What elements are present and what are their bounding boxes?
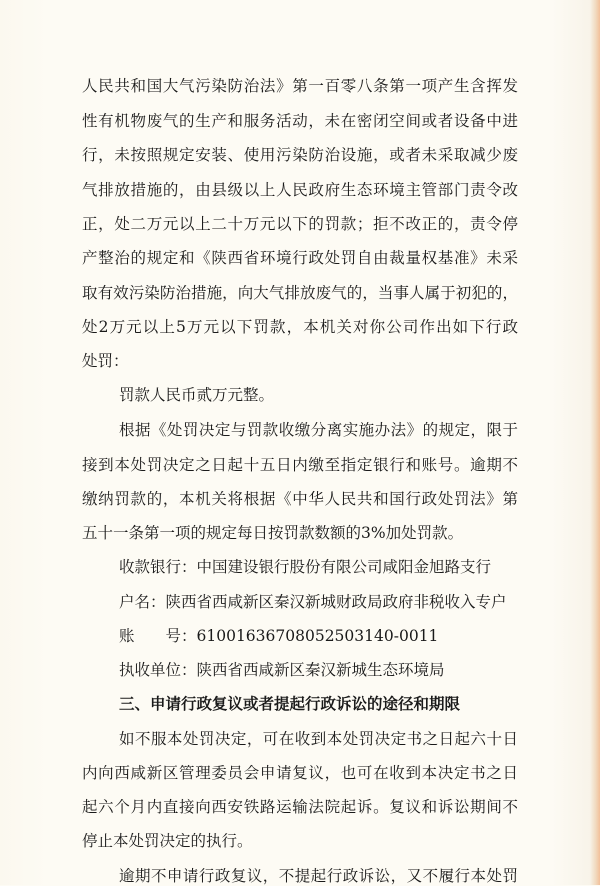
text-line-14: 五十一条第一项的规定每日按罚款数额的3%加处罚款。 — [82, 524, 464, 542]
penalty-amount: 罚款人民币贰万元整。 — [119, 386, 275, 404]
text-line-7: 取有效污染防治措施，向大气排放废气的，当事人属于初犯的， — [82, 284, 518, 302]
collecting-unit: 执收单位：陕西省西咸新区秦汉新城生态环境局 — [119, 661, 445, 679]
text-line-4: 气排放措施的，由县级以上人民政府生态环境主管部门责令改 — [82, 181, 518, 199]
text-line-6: 产整治的规定和《陕西省环境行政处罚自由裁量权基准》未采 — [82, 249, 518, 267]
text-line-22: 起六个月内直接向西安铁路运输法院起诉。复议和诉讼期间不 — [82, 798, 518, 816]
text-line-1: 人民共和国大气污染防治法》第一百零八条第一项产生含挥发 — [82, 77, 518, 95]
text-line-5: 正，处二万元以上二十万元以下的罚款；拒不改正的，责令停 — [82, 215, 518, 233]
text-line-11: 根据《处罚决定与罚款收缴分离实施办法》的规定，限于 — [119, 421, 518, 439]
account-number: 账 号：6100163670805250314​0-0011 — [119, 627, 439, 645]
text-line-13: 缴纳罚款的，本机关将根据《中华人民共和国行政处罚法》第 — [82, 490, 518, 508]
account-name: 户名：陕西省西咸新区秦汉新城财政局政府非税收入专户 — [119, 593, 507, 611]
text-line-21: 内向西咸新区管理委员会申请复议，也可在收到本决定书之日 — [82, 764, 518, 782]
text-line-12: 接到本处罚决定之日起十五日内缴至指定银行和账号。逾期不 — [82, 456, 518, 474]
text-line-20: 如不服本处罚决定，可在收到本处罚决定书之日起六十日 — [119, 730, 518, 748]
text-line-2: 性有机物废气的生产和服务活动，未在密闭空间或者设备中进 — [82, 112, 518, 130]
section-heading: 三、申请行政复议或者提起行政诉讼的途径和期限 — [119, 695, 461, 713]
text-line-8: 处2万元以上5万元以下罚款，本机关对你公司作出如下行政 — [82, 318, 518, 336]
receiving-bank: 收款银行：中国建设银行股份有限公司咸阳金旭路支行 — [119, 558, 492, 576]
text-line-9: 处罚： — [82, 352, 129, 370]
page-edge-shadow — [590, 0, 600, 885]
text-line-23: 停止本处罚决定的执行。 — [82, 832, 253, 850]
text-line-24: 逾期不申请行政复议，不提起行政诉讼，又不履行本处罚 — [119, 867, 518, 885]
text-line-3: 行，未按照规定安装、使用污染防治设施，或者未采取减少废 — [82, 146, 518, 164]
